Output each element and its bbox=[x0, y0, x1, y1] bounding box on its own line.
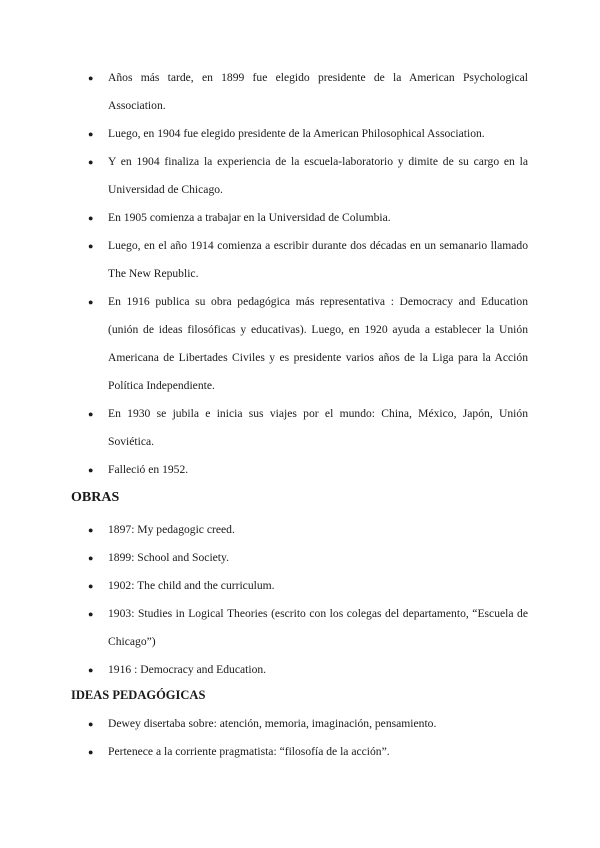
bullet-icon: ● bbox=[88, 213, 94, 223]
list-item-text: Pertenece a la corriente pragmatista: “filosofía de la acción”. bbox=[108, 745, 390, 758]
bullet-icon: ● bbox=[88, 465, 94, 475]
list-item bbox=[88, 656, 528, 684]
bullet-icon: ● bbox=[88, 129, 94, 139]
list-item-text: 1903: Studies in Logical Theories (escrito con los colegas del departamento, “Escuela de Chicago”) bbox=[108, 607, 528, 648]
bullet-icon: ● bbox=[88, 719, 94, 729]
list-item-text: Y en 1904 finaliza la experiencia de la escuela-laboratorio y dimite de su cargo en la Universidad de Chicago. bbox=[108, 155, 528, 196]
list-item-text: En 1916 publica su obra pedagógica más representativa : Democracy and Education (unión de ideas filosóficas y educativas). Luego, en 1920 ayuda a establecer la Unión Americana de Libertades Civiles y es presidente varios años de la Liga para la Acción Política Independiente. bbox=[108, 295, 528, 392]
bullet-icon: ● bbox=[88, 609, 94, 619]
list-item-text: Falleció en 1952. bbox=[108, 463, 189, 476]
bullet-icon: ● bbox=[88, 157, 94, 167]
list-item-text: Luego, en el año 1914 comienza a escribir durante dos décadas en un semanario llamado The New Republic. bbox=[108, 239, 528, 280]
list-item bbox=[88, 288, 528, 400]
list-item bbox=[88, 544, 528, 572]
list-item bbox=[88, 400, 528, 456]
list-item bbox=[88, 64, 528, 120]
list-item-text: 1897: My pedagogic creed. bbox=[108, 523, 235, 536]
list-item-text: En 1905 comienza a trabajar en la Universidad de Columbia. bbox=[108, 211, 391, 224]
bullet-icon: ● bbox=[88, 665, 94, 675]
list-item-text: Dewey disertaba sobre: atención, memoria, imaginación, pensamiento. bbox=[108, 717, 437, 730]
obras-list bbox=[88, 516, 528, 684]
section-heading-ideas: IDEAS PEDAGÓGICAS bbox=[71, 688, 206, 702]
list-item bbox=[88, 232, 528, 288]
list-item bbox=[88, 710, 528, 738]
bullet-icon: ● bbox=[88, 409, 94, 419]
list-item bbox=[88, 738, 528, 766]
bullet-icon: ● bbox=[88, 553, 94, 563]
section-heading-obras: OBRAS bbox=[71, 490, 120, 505]
list-item bbox=[88, 204, 528, 232]
list-item bbox=[88, 148, 528, 204]
list-item-text: 1902: The child and the curriculum. bbox=[108, 579, 275, 592]
list-item-text: En 1930 se jubila e inicia sus viajes por el mundo: China, México, Japón, Unión Soviética. bbox=[108, 407, 528, 448]
bullet-icon: ● bbox=[88, 581, 94, 591]
list-item bbox=[88, 572, 528, 600]
list-item bbox=[88, 456, 528, 484]
list-item-text: Años más tarde, en 1899 fue elegido presidente de la American Psychological Association. bbox=[108, 71, 528, 112]
list-item bbox=[88, 516, 528, 544]
bullet-icon: ● bbox=[88, 241, 94, 251]
bullet-icon: ● bbox=[88, 297, 94, 307]
list-item-text: 1899: School and Society. bbox=[108, 551, 229, 564]
list-item bbox=[88, 600, 528, 656]
bullet-icon: ● bbox=[88, 73, 94, 83]
list-item bbox=[88, 120, 528, 148]
list-item-text: 1916 : Democracy and Education. bbox=[108, 663, 267, 676]
bullet-icon: ● bbox=[88, 525, 94, 535]
ideas-list bbox=[88, 710, 528, 766]
biography-list bbox=[88, 64, 528, 484]
bullet-icon: ● bbox=[88, 747, 94, 757]
list-item-text: Luego, en 1904 fue elegido presidente de la American Philosophical Association. bbox=[108, 127, 485, 140]
